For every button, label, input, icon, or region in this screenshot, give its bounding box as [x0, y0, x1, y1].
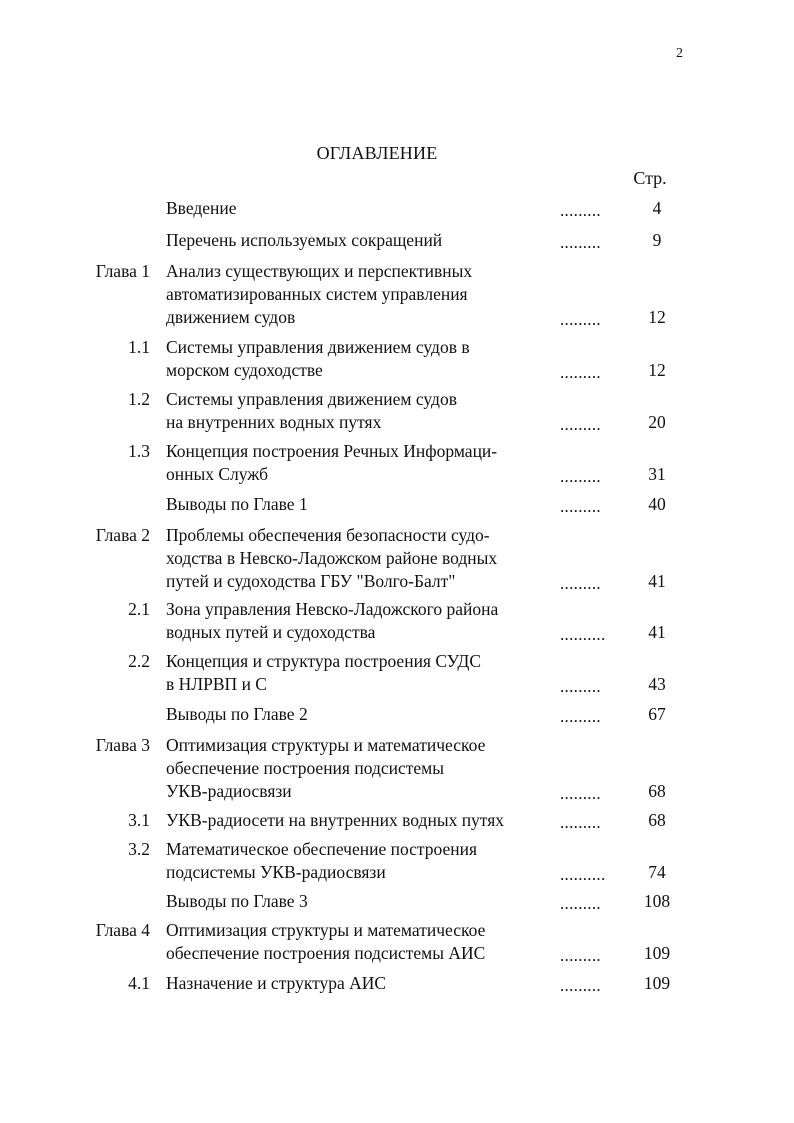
toc-leader-dots: .........: [560, 813, 601, 832]
toc-entry-section-2-1: [0, 598, 794, 644]
toc-entry-number: 1.1: [128, 337, 150, 357]
page-column-header: Стр.: [633, 168, 667, 188]
toc-entry-page: 12: [648, 307, 666, 327]
toc-entry-number: 3.2: [128, 839, 150, 859]
toc-entry-conclusions-1: [0, 493, 794, 516]
toc-entry-chapter-2: [0, 524, 794, 593]
toc-entry-number: 4.1: [128, 973, 150, 993]
toc-entry-title: Математическое обеспечение построения подсистемы УКВ-радиосвязи: [166, 839, 478, 882]
toc-entry-title: Перечень используемых сокращений: [166, 230, 443, 250]
toc-entry-number: 2.2: [128, 651, 150, 671]
toc-leader-dots: .........: [560, 363, 601, 382]
toc-entry-page: 40: [648, 494, 666, 514]
toc-leader-dots: .........: [560, 894, 601, 913]
toc-leader-dots: .........: [560, 497, 601, 516]
toc-entry-conclusions-3: [0, 890, 794, 913]
toc-leader-dots: ..........: [560, 625, 606, 644]
toc-entry-page: 109: [643, 943, 671, 963]
toc-leader-dots: .........: [560, 233, 601, 252]
toc-entry-section-3-2: [0, 838, 794, 884]
page-number: 2: [676, 46, 683, 61]
toc-entry-chapter-3: [0, 734, 794, 803]
toc-entry-section-1-1: [0, 336, 794, 382]
toc-entry-title: Выводы по Главе 3: [166, 891, 308, 911]
toc-entry-number: Глава 4: [95, 920, 150, 940]
toc-entry-title: УКВ-радиосети на внутренних водных путях: [166, 810, 505, 830]
toc-entry-title: Проблемы обеспечения безопасности судо- ходства в Невско-Ладожском районе водных путей и судоходства ГБУ "Волго-Балт": [166, 525, 498, 591]
toc-entry-title: Выводы по Главе 2: [166, 704, 308, 724]
toc-leader-dots: .........: [560, 574, 601, 593]
toc-entry-title: Анализ существующих и перспективных автоматизированных систем управления движением судов: [166, 261, 473, 327]
toc-entry-page: 109: [643, 973, 671, 993]
toc-entry-title: Назначение и структура АИС: [166, 973, 387, 993]
toc-entry-number: 1.3: [128, 441, 150, 461]
toc-entry-section-2-2: [0, 650, 794, 696]
toc-entry-page: 4: [652, 198, 662, 218]
toc-entry-number: 3.1: [128, 810, 150, 830]
toc-entry-number: 1.2: [128, 389, 150, 409]
toc-entry-title: Зона управления Невско-Ладожского района водных путей и судоходства: [166, 599, 499, 642]
toc-leader-dots: .........: [560, 677, 601, 696]
toc-entry-page: 12: [648, 360, 666, 380]
toc-entry-introduction: [0, 197, 794, 220]
toc-entry-title: Оптимизация структуры и математическое обеспечение построения подсистемы УКВ-радиосвязи: [166, 735, 486, 801]
toc-entry-conclusions-2: [0, 703, 794, 726]
toc-entry-section-1-3: [0, 440, 794, 486]
toc-leader-dots: .........: [560, 707, 601, 726]
toc-entry-number: 2.1: [128, 599, 150, 619]
toc-leader-dots: .........: [560, 415, 601, 434]
toc-entry-page: 31: [648, 464, 666, 484]
toc-entry-abbreviations: [0, 229, 794, 252]
toc-entry-page: 74: [648, 862, 666, 882]
toc-leader-dots: ..........: [560, 865, 606, 884]
toc-entry-page: 43: [648, 674, 666, 694]
toc-entry-title: Введение: [166, 198, 237, 218]
toc-leader-dots: .........: [560, 310, 601, 329]
toc-entry-page: 108: [643, 891, 671, 911]
toc-entry-number: Глава 2: [95, 525, 150, 545]
toc-entry-title: Системы управления движением судов на внутренних водных путях: [166, 389, 457, 432]
toc-entry-page: 41: [648, 622, 666, 642]
toc-entry-section-4-1: [0, 972, 794, 995]
toc-entry-page: 9: [652, 230, 662, 250]
toc-entry-section-3-1: [0, 809, 794, 832]
toc-entry-page: 68: [648, 810, 666, 830]
toc-entry-page: 67: [648, 704, 666, 724]
toc-leader-dots: .........: [560, 946, 601, 965]
toc-entry-title: Системы управления движением судов в морском судоходстве: [166, 337, 470, 380]
toc-entry-page: 41: [648, 571, 666, 591]
toc-entry-section-1-2: [0, 388, 794, 434]
toc-entry-number: Глава 1: [95, 261, 150, 281]
toc-entry-title: Выводы по Главе 1: [166, 494, 308, 514]
toc-entry-number: Глава 3: [95, 735, 150, 755]
toc-entry-chapter-1: [0, 260, 794, 329]
toc-entry-page: 20: [648, 412, 666, 432]
toc-leader-dots: .........: [560, 976, 601, 995]
toc-leader-dots: .........: [560, 201, 601, 220]
toc-entry-chapter-4: [0, 919, 794, 965]
toc-entry-title: Концепция и структура построения СУДС в НЛРВП и С: [166, 651, 482, 694]
toc-entry-page: 68: [648, 781, 666, 801]
toc-entry-title: Концепция построения Речных Информаци- онных Служб: [166, 441, 498, 484]
toc-entry-title: Оптимизация структуры и математическое обеспечение построения подсистемы АИС: [166, 920, 486, 963]
toc-leader-dots: .........: [560, 467, 601, 486]
toc-leader-dots: .........: [560, 784, 601, 803]
page-title: ОГЛАВЛЕНИЕ: [316, 143, 438, 163]
